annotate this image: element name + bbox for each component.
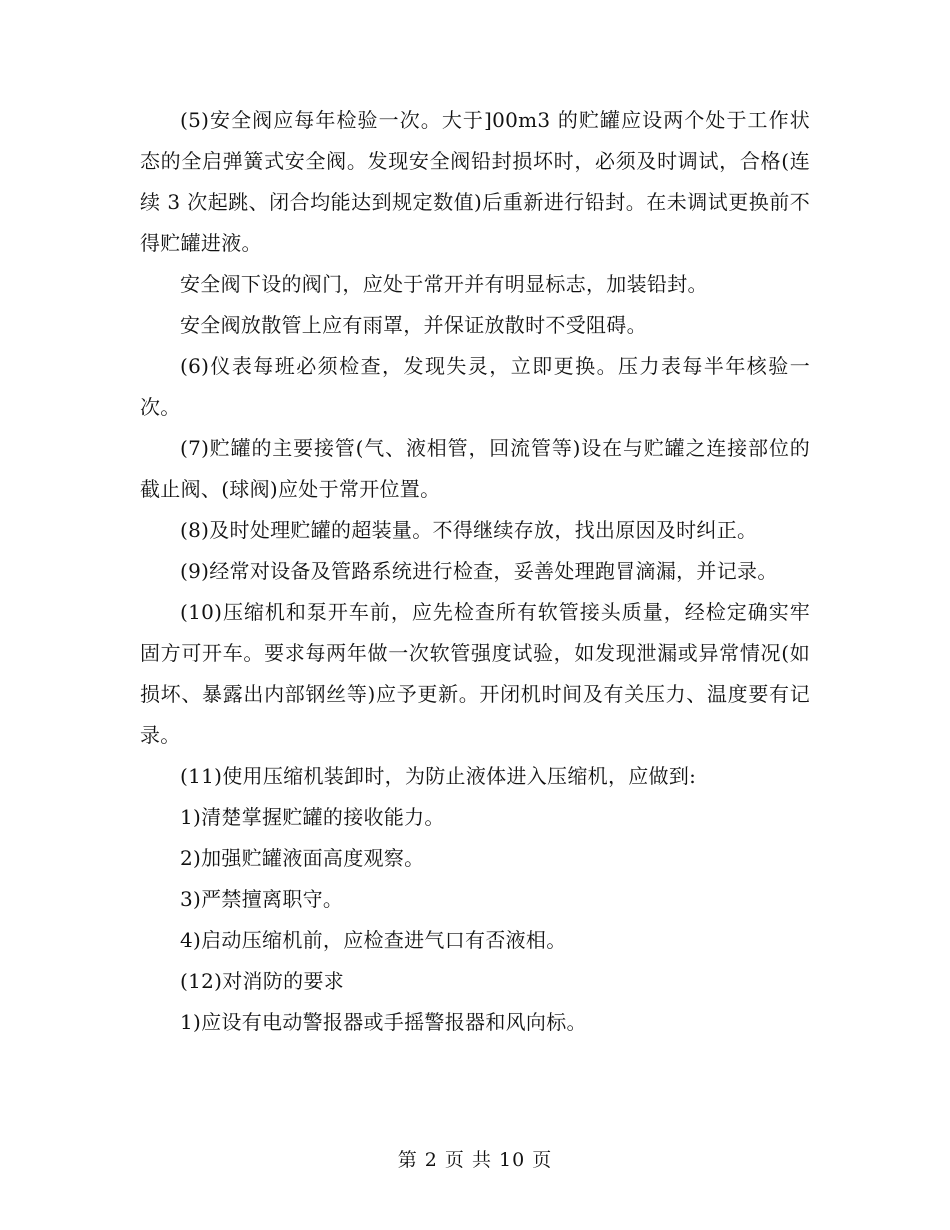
document-body — [140, 100, 810, 1043]
list-item-check-inlet: 4)启动压缩机前，应检查进气口有否液相。 — [180, 928, 567, 952]
paragraph-tank-main-connections: (7)贮罐的主要接管(气、液相管，回流管等)设在与贮罐之连接部位的截止阀、(球阀)应处于常开位置。 — [140, 436, 810, 501]
paragraph-fire-protection-heading: (12)对消防的要求 — [180, 969, 345, 993]
list-item-alarm-and-windsock: 1)应设有电动警报器或手摇警报器和风向标。 — [180, 1010, 587, 1034]
list-item-receiving-capacity: 1)清楚掌握贮罐的接收能力。 — [180, 805, 445, 829]
list-item-liquid-level-observation: 2)加强贮罐液面高度观察。 — [180, 846, 425, 870]
paragraph-instrument-check: (6)仪表每班必须检查，发现失灵，立即更换。压力表每半年核验一次。 — [140, 354, 810, 419]
page-number-footer: 第 2 页 共 10 页 — [397, 1149, 553, 1171]
paragraph-system-inspection: (9)经常对设备及管路系统进行检查，妥善处理跑冒滴漏，并记录。 — [180, 559, 778, 583]
paragraph-compressor-pump-startup: (10)压缩机和泵开车前，应先检查所有软管接头质量，经检定确实牢固方可开车。要求每两年做一次软管强度试验，如发现泄漏或异常情况(如损坏、暴露出内部钢丝等)应予更新。开闭机时间及有关压力、温度要有记录。 — [140, 600, 810, 747]
paragraph-overfill-handling: (8)及时处理贮罐的超装量。不得继续存放，找出原因及时纠正。 — [180, 518, 758, 542]
paragraph-safety-valve-inspection: (5)安全阀应每年检验一次。大于]00m3 的贮罐应设两个处于工作状态的全启弹簧式安全阀。发现安全阀铅封损坏时，必须及时调试，合格(连续 3 次起跳、闭合均能达到规定数值)后重新进行铅封。在未调试更换前不得贮罐进液。 — [140, 108, 810, 255]
paragraph-compressor-loading: (11)使用压缩机装卸时，为防止液体进入压缩机，应做到: — [180, 764, 697, 788]
list-item-stay-at-post: 3)严禁擅离职守。 — [180, 887, 344, 911]
paragraph-vent-pipe-rain-cap: 安全阀放散管上应有雨罩，并保证放散时不受阻碍。 — [180, 313, 647, 337]
paragraph-valve-below-safety-valve: 安全阀下设的阀门，应处于常开并有明显标志，加装铅封。 — [180, 272, 708, 296]
